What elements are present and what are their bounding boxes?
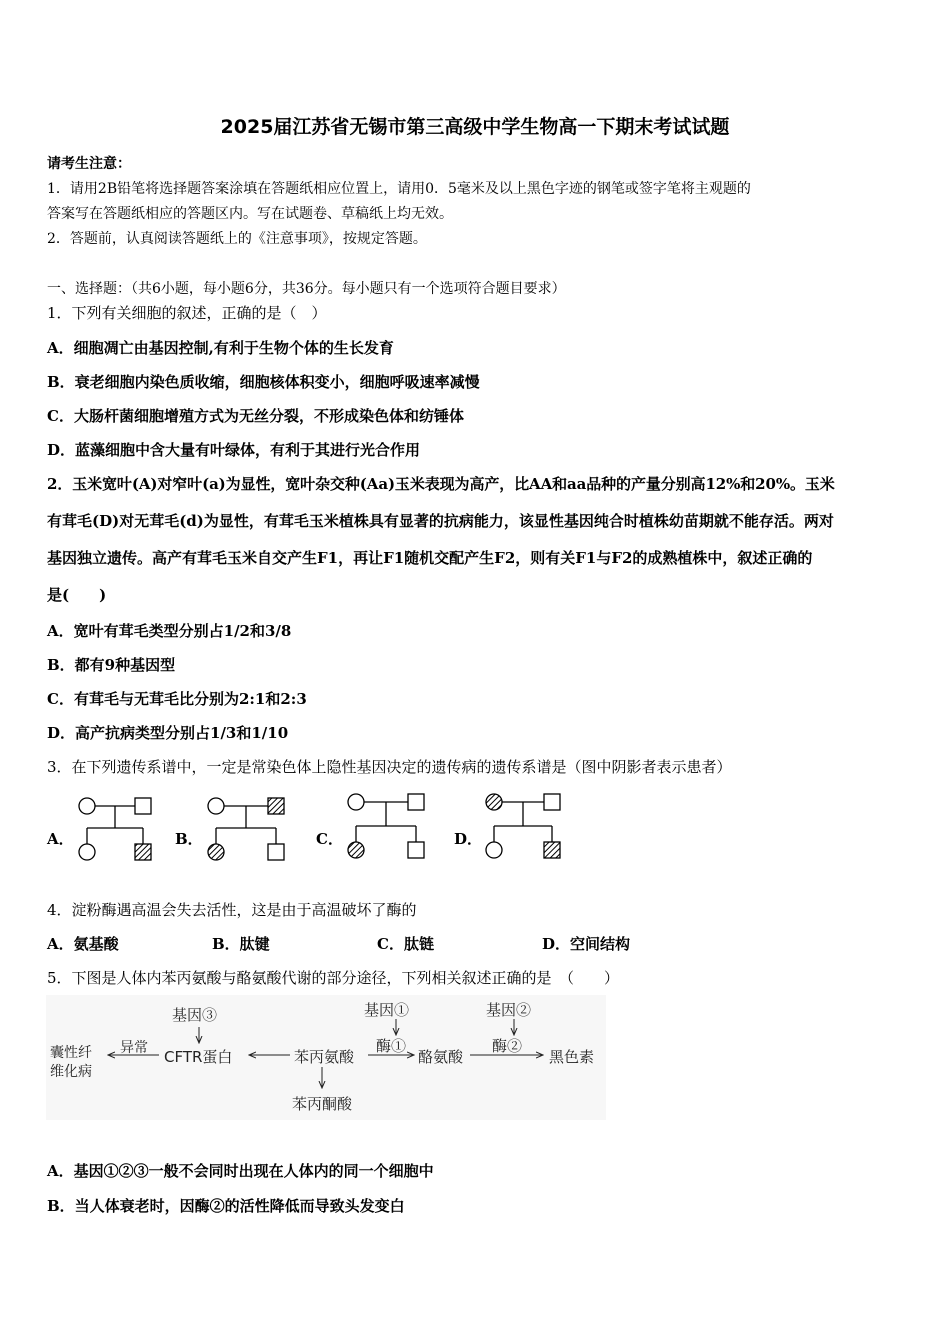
female-normal [348, 794, 364, 810]
notice-line: 2．答题前，认真阅读答题纸上的《注意事项》，按规定答题。 [47, 231, 427, 247]
question-stem: 1．下列有关细胞的叙述，正确的是（ ） [47, 304, 327, 322]
option-c: C． [316, 830, 343, 848]
option-d: D．高产抗病类型分别占1/3和1/10 [47, 724, 289, 742]
notice-heading: 请考生注意： [47, 156, 131, 172]
female-normal [79, 844, 95, 860]
disease-label: 囊性纤 [50, 1045, 92, 1061]
option-b: B．都有9种基因型 [47, 656, 176, 674]
question-stem: 有茸毛(D)对无茸毛(d)为显性，有茸毛玉米植株具有显著的抗病能力，该显性基因纯合时植株幼苗期就不能存活。两对 [47, 512, 834, 530]
male-affected [544, 842, 560, 858]
female-normal [79, 798, 95, 814]
option-a: A．细胞凋亡由基因控制,有利于生物个体的生长发育 [47, 339, 394, 357]
abnormal-label: 异常 [120, 1040, 148, 1056]
male-affected [268, 798, 284, 814]
cftr-protein-label: CFTR蛋白 [164, 1048, 233, 1066]
option-a: A． [47, 830, 74, 848]
gene-3-label: 基因③ [172, 1006, 218, 1024]
option-d: D．空间结构 [542, 935, 631, 953]
pedigree-c [340, 788, 435, 868]
option-b: B．衰老细胞内染色质收缩，细胞核体积变小，细胞呼吸速率减慢 [47, 373, 480, 391]
female-affected [486, 794, 502, 810]
pedigree-b [200, 790, 295, 870]
female-normal [486, 842, 502, 858]
tyrosine-label: 酪氨酸 [418, 1048, 464, 1066]
male-normal [544, 794, 560, 810]
pedigree-a [72, 790, 162, 870]
notice-line: 答案写在答题纸相应的答题区内。写在试题卷、草稿纸上均无效。 [47, 206, 453, 222]
enzyme-1-label: 酶① [376, 1037, 407, 1055]
option-c: C．肽链 [377, 935, 434, 953]
question-stem: 3．在下列遗传系谱中，一定是常染色体上隐性基因决定的遗传病的遗传系谱是（图中阴影者表示患者） [47, 758, 732, 776]
pathway-diagram [46, 995, 606, 1120]
male-normal [135, 798, 151, 814]
female-affected [348, 842, 364, 858]
male-normal [408, 794, 424, 810]
phenylalanine-label: 苯丙氨酸 [294, 1048, 355, 1066]
pedigree-d [478, 788, 573, 868]
question-stem: 基因独立遗传。高产有茸毛玉米自交产生F1，再让F1随机交配产生F2，则有关F1与F2的成熟植株中，叙述正确的 [47, 549, 813, 567]
male-normal [268, 844, 284, 860]
notice-line: 1．请用2B铅笔将选择题答案涂填在答题纸相应位置上，请用0．5毫米及以上黑色字迹的钢笔或签字笔将主观题的 [47, 181, 751, 197]
question-stem: 4．淀粉酶遇高温会失去活性，这是由于高温破坏了酶的 [47, 901, 417, 919]
section-heading: 一、选择题：（共6小题，每小题6分，共36分。每小题只有一个选项符合题目要求） [47, 281, 566, 297]
phenylpyruvic-acid-label: 苯丙酮酸 [292, 1095, 353, 1113]
option-d: D．蓝藻细胞中含大量有叶绿体，有利于其进行光合作用 [47, 441, 421, 459]
page-title: 2025届江苏省无锡市第三高级中学生物高一下期末考试试题 [220, 116, 730, 138]
female-affected [208, 844, 224, 860]
male-normal [408, 842, 424, 858]
female-normal [208, 798, 224, 814]
option-a: A．宽叶有茸毛类型分别占1/2和3/8 [47, 622, 292, 640]
disease-label: 维化病 [50, 1064, 92, 1080]
option-b: B．肽键 [212, 935, 270, 953]
option-c: C．有茸毛与无茸毛比分别为2:1和2:3 [47, 690, 307, 708]
option-b: B． [175, 830, 203, 848]
melanin-label: 黑色素 [549, 1048, 595, 1066]
gene-2-label: 基因② [486, 1001, 532, 1019]
option-a: A．氨基酸 [47, 935, 119, 953]
question-stem: 5．下图是人体内苯丙氨酸与酪氨酸代谢的部分途径，下列相关叙述正确的是 （ ） [47, 969, 620, 987]
gene-1-label: 基因① [364, 1001, 410, 1019]
option-b: B．当人体衰老时，因酶②的活性降低而导致头发变白 [47, 1197, 405, 1215]
option-d: D． [454, 830, 483, 848]
option-a: A．基因①②③一般不会同时出现在人体内的同一个细胞中 [47, 1162, 434, 1180]
question-stem: 是( ) [47, 586, 107, 604]
option-c: C．大肠杆菌细胞增殖方式为无丝分裂，不形成染色体和纺锤体 [47, 407, 464, 425]
male-affected [135, 844, 151, 860]
question-stem: 2．玉米宽叶(A)对窄叶(a)为显性，宽叶杂交种(Aa)玉米表现为高产，比AA和aa品种的产量分别高12%和20%。玉米 [47, 475, 835, 493]
enzyme-2-label: 酶② [492, 1037, 523, 1055]
